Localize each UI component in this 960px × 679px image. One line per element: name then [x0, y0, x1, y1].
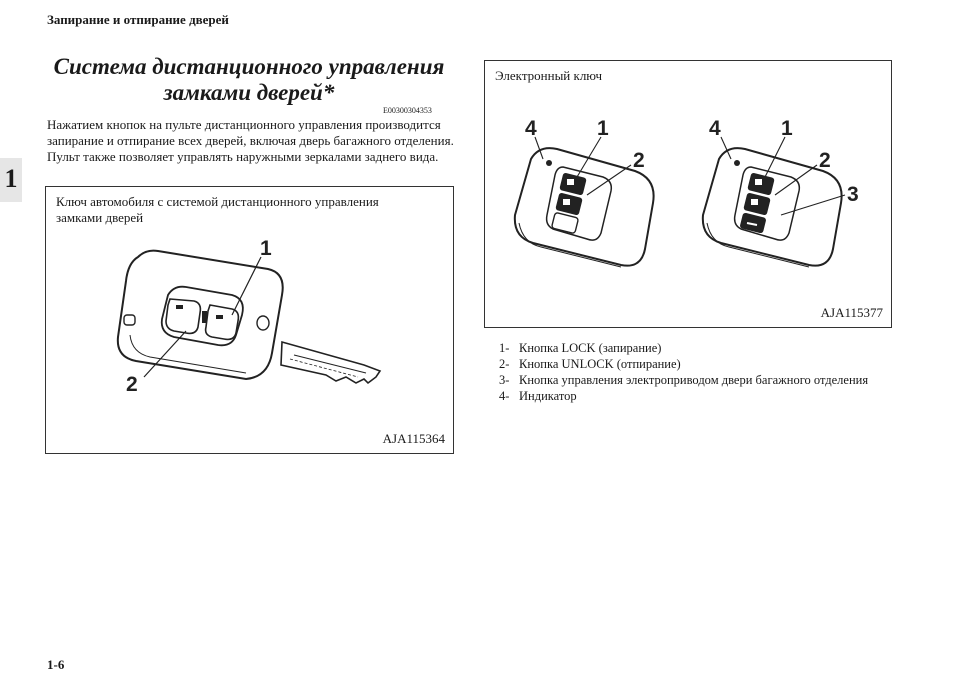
intro-paragraph: Нажатием кнопок на пульте дистанционного управления производится запирание и отпирание всех дверей, включая дверь багажного отделения. Пульт также позволяет управлять наружными зеркалами заднего вида. — [47, 117, 454, 164]
callout-1: 1 — [260, 237, 272, 260]
legend-text: Кнопка LOCK (запирание) — [519, 341, 662, 355]
callout-2: 2 — [126, 373, 138, 396]
page-number: 1-6 — [47, 657, 65, 672]
figure-remote-key-code: AJA115364 — [382, 431, 445, 446]
unlock-button — [166, 299, 200, 333]
callout-1-left: 1 — [597, 117, 609, 140]
running-header: Запирание и отпирание дверей — [47, 12, 229, 27]
legend-number: 1- — [499, 341, 510, 355]
legend-number: 2- — [499, 357, 510, 371]
figure-remote-key — [45, 186, 454, 454]
legend-number: 3- — [499, 373, 510, 387]
callout-2-right: 2 — [819, 149, 831, 172]
figure-electronic-key — [484, 60, 892, 328]
callout-1-right: 1 — [781, 117, 793, 140]
legend-item — [499, 388, 868, 404]
remote-key-illustration — [46, 187, 453, 453]
figure-electronic-key-caption: Электронный ключ — [495, 68, 603, 83]
chapter-number: 1 — [4, 164, 18, 193]
legend-text: Индикатор — [519, 389, 577, 403]
section-code: E00300304353 — [383, 106, 432, 115]
legend-list — [499, 340, 868, 404]
legend-number: 4- — [499, 389, 510, 403]
figure-remote-key-caption: Ключ автомобиля с системой дистанционного управления замками дверей — [56, 194, 379, 225]
callout-3-right: 3 — [847, 183, 859, 206]
figure-electronic-key-code: AJA115377 — [820, 305, 883, 320]
lock-button — [206, 305, 239, 339]
legend-item — [499, 372, 868, 388]
page-title: Система дистанционного управления замками дверей* — [53, 54, 445, 105]
callout-4-right: 4 — [709, 117, 721, 140]
legend-text: Кнопка управления электроприводом двери багажного отделения — [519, 373, 869, 387]
legend-item — [499, 356, 868, 372]
legend-item — [499, 340, 868, 356]
legend-text: Кнопка UNLOCK (отпирание) — [519, 357, 681, 371]
key-blade — [281, 342, 380, 383]
callout-4-left: 4 — [525, 117, 537, 140]
callout-2-left: 2 — [633, 149, 645, 172]
electronic-key-illustration — [485, 61, 891, 327]
